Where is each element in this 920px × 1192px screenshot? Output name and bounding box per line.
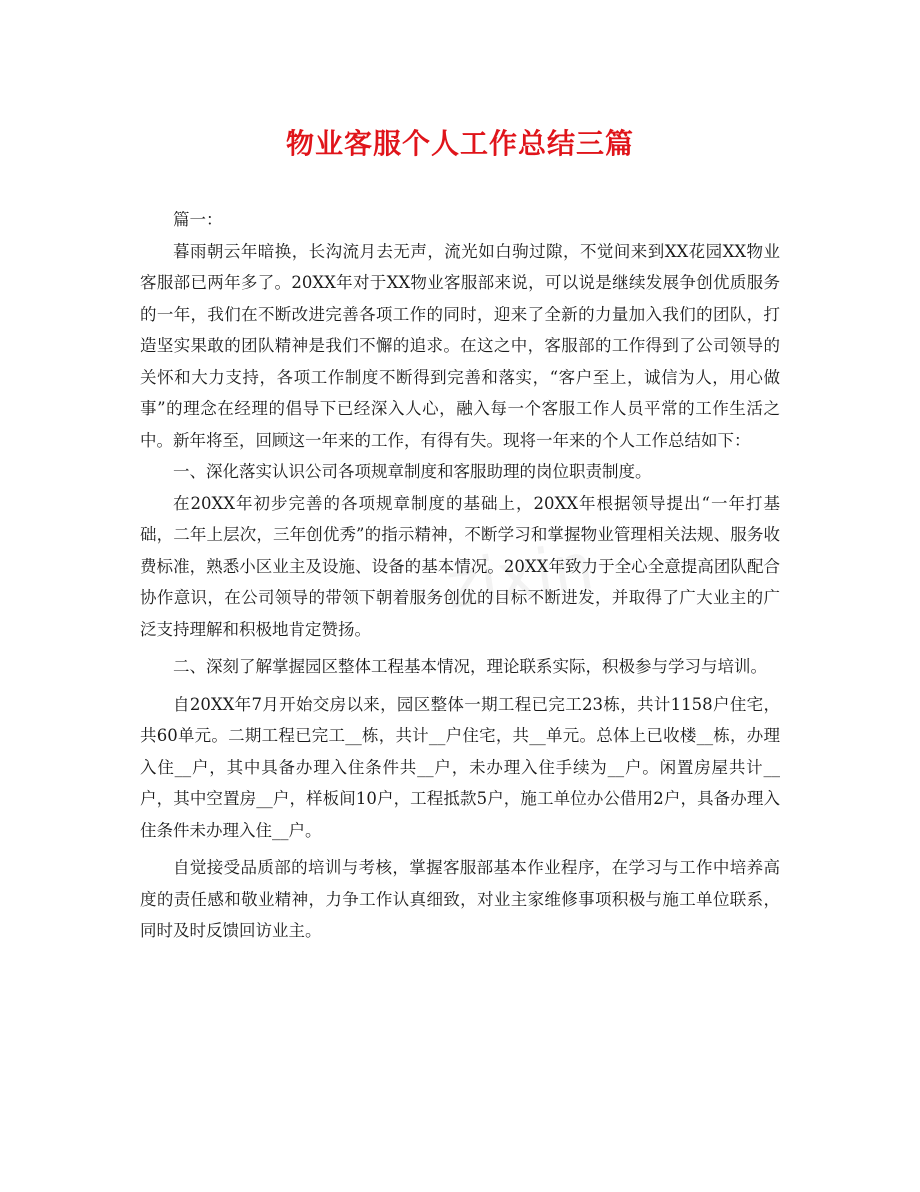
section-heading-part-one: 篇一： (173, 210, 223, 229)
paragraph-project-status: 自20XX年7月开始交房以来，园区整体一期工程已完工23栋，共计1158户住宅，共60单元。二期工程已完工__栋，共计__户住宅，共__单元。总体上已收楼__栋，办理入住__户，其中具备办理入住条件共__户，未办理入住手续为__户。闲置房屋共计__户，其中空置房__户，样板间10户，工程抵款5户，施工单位办公借用2户，具备办理入住条件未办理入住__户。 (140, 694, 780, 840)
document-body (140, 204, 780, 947)
section-heading-2: 二、深刻了解掌握园区整体工程基本情况，理论联系实际，积极参与学习与培训。 (173, 657, 767, 676)
paragraph-intro: 暮雨朝云年暗换，长沟流月去无声，流光如白驹过隙，不觉间来到XX花园XX物业客服部已两年多了。20XX年对于XX物业客服部来说，可以说是继续发展争创优质服务的一年，我们在不断改进完善各项工作的同时，迎来了全新的力量加入我们的团队，打造坚实果敢的团队精神是我们不懈的追求。在这之中，客服部的工作得到了公司领导的关怀和大力支持，各项工作制度不断得到完善和落实，“客户至上，诚信为人，用心做事”的理念在经理的倡导下已经深入人心，融入每一个客服工作人员平常的工作生活之中。新年将至，回顾这一年来的工作，有得有失。现将一年来的个人工作总结如下： (140, 241, 780, 450)
paragraph-training: 自觉接受品质部的培训与考核，掌握客服部基本作业程序，在学习与工作中培养高度的责任感和敬业精神，力争工作认真细致，对业主家维修事项积极与施工单位联系，同时及时反馈回访业主。 (140, 858, 780, 940)
paragraph-rules: 在20XX年初步完善的各项规章制度的基础上，20XX年根据领导提出“一年打基础，二年上层次，三年创优秀”的指示精神，不断学习和掌握物业管理相关法规、服务收费标准，熟悉小区业主及设施、设备的基本情况。20XX年致力于全心全意提高团队配合协作意识，在公司领导的带领下朝着服务创优的目标不断进发，并取得了广大业主的广泛支持理解和积极地肯定赞扬。 (140, 493, 780, 639)
section-heading-1: 一、深化落实认识公司各项规章制度和客服助理的岗位职责制度。 (173, 462, 652, 481)
document-title: 物业客服个人工作总结三篇 (285, 127, 634, 160)
watermark: zixin (441, 530, 599, 624)
